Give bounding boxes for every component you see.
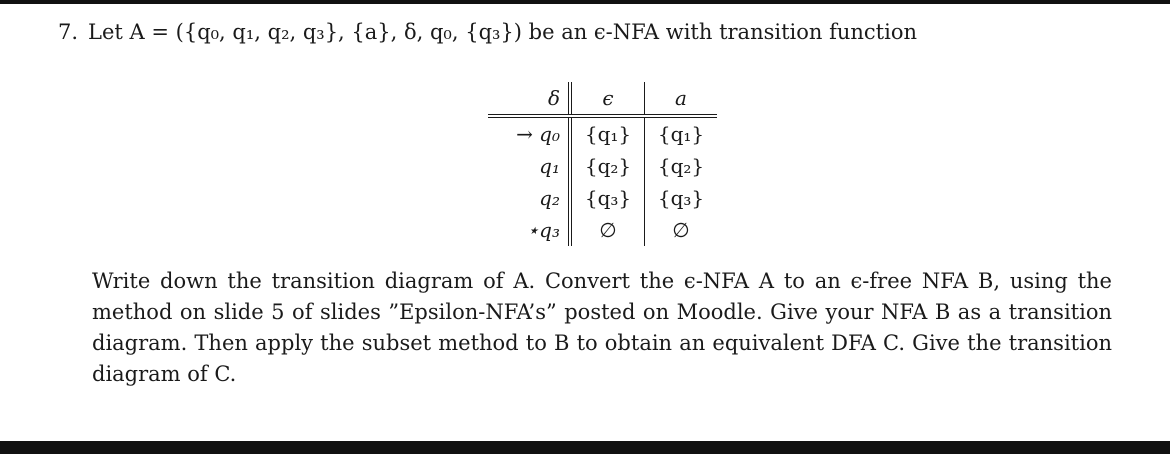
cell-a: ∅ (645, 214, 718, 246)
bottom-border (0, 441, 1170, 454)
table-header-row (488, 82, 717, 116)
delta-table (488, 82, 717, 246)
table-row (488, 214, 717, 246)
cell-a: {q₂} (645, 150, 718, 182)
cell-a: {q₁} (645, 116, 718, 150)
row-state: ⋆q₃ (526, 218, 560, 242)
problem-number: 7. (58, 20, 79, 44)
row-state: → q₀ (516, 122, 560, 146)
cell-epsilon: ∅ (570, 214, 645, 246)
header-delta: δ (488, 82, 570, 116)
problem-statement (58, 20, 917, 44)
cell-a: {q₃} (645, 182, 718, 214)
transition-table (488, 82, 717, 246)
top-border (0, 0, 1170, 4)
problem-text: Let A = ({q₀, q₁, q₂, q₃}, {a}, δ, q₀, {q₃}) be an ϵ-NFA with transition function (88, 20, 917, 44)
row-state: q₁ (539, 154, 560, 178)
table-row (488, 116, 717, 150)
instructions-paragraph: Write down the transition diagram of A. Convert the ϵ-NFA A to an ϵ-free NFA B, using the method on slide 5 of slides ”Epsilon-NFA’s” posted on Moodle. Give your NFA B as a transition diagram. Then apply the subset method to B to obtain an equivalent DFA C. Give the transition diagram of C. (92, 269, 1112, 386)
cell-epsilon: {q₁} (570, 116, 645, 150)
table-row (488, 182, 717, 214)
cell-epsilon: {q₃} (570, 182, 645, 214)
row-state: q₂ (539, 186, 560, 210)
table-row (488, 150, 717, 182)
header-epsilon: ϵ (570, 82, 645, 116)
cell-epsilon: {q₂} (570, 150, 645, 182)
header-a: a (645, 82, 718, 116)
